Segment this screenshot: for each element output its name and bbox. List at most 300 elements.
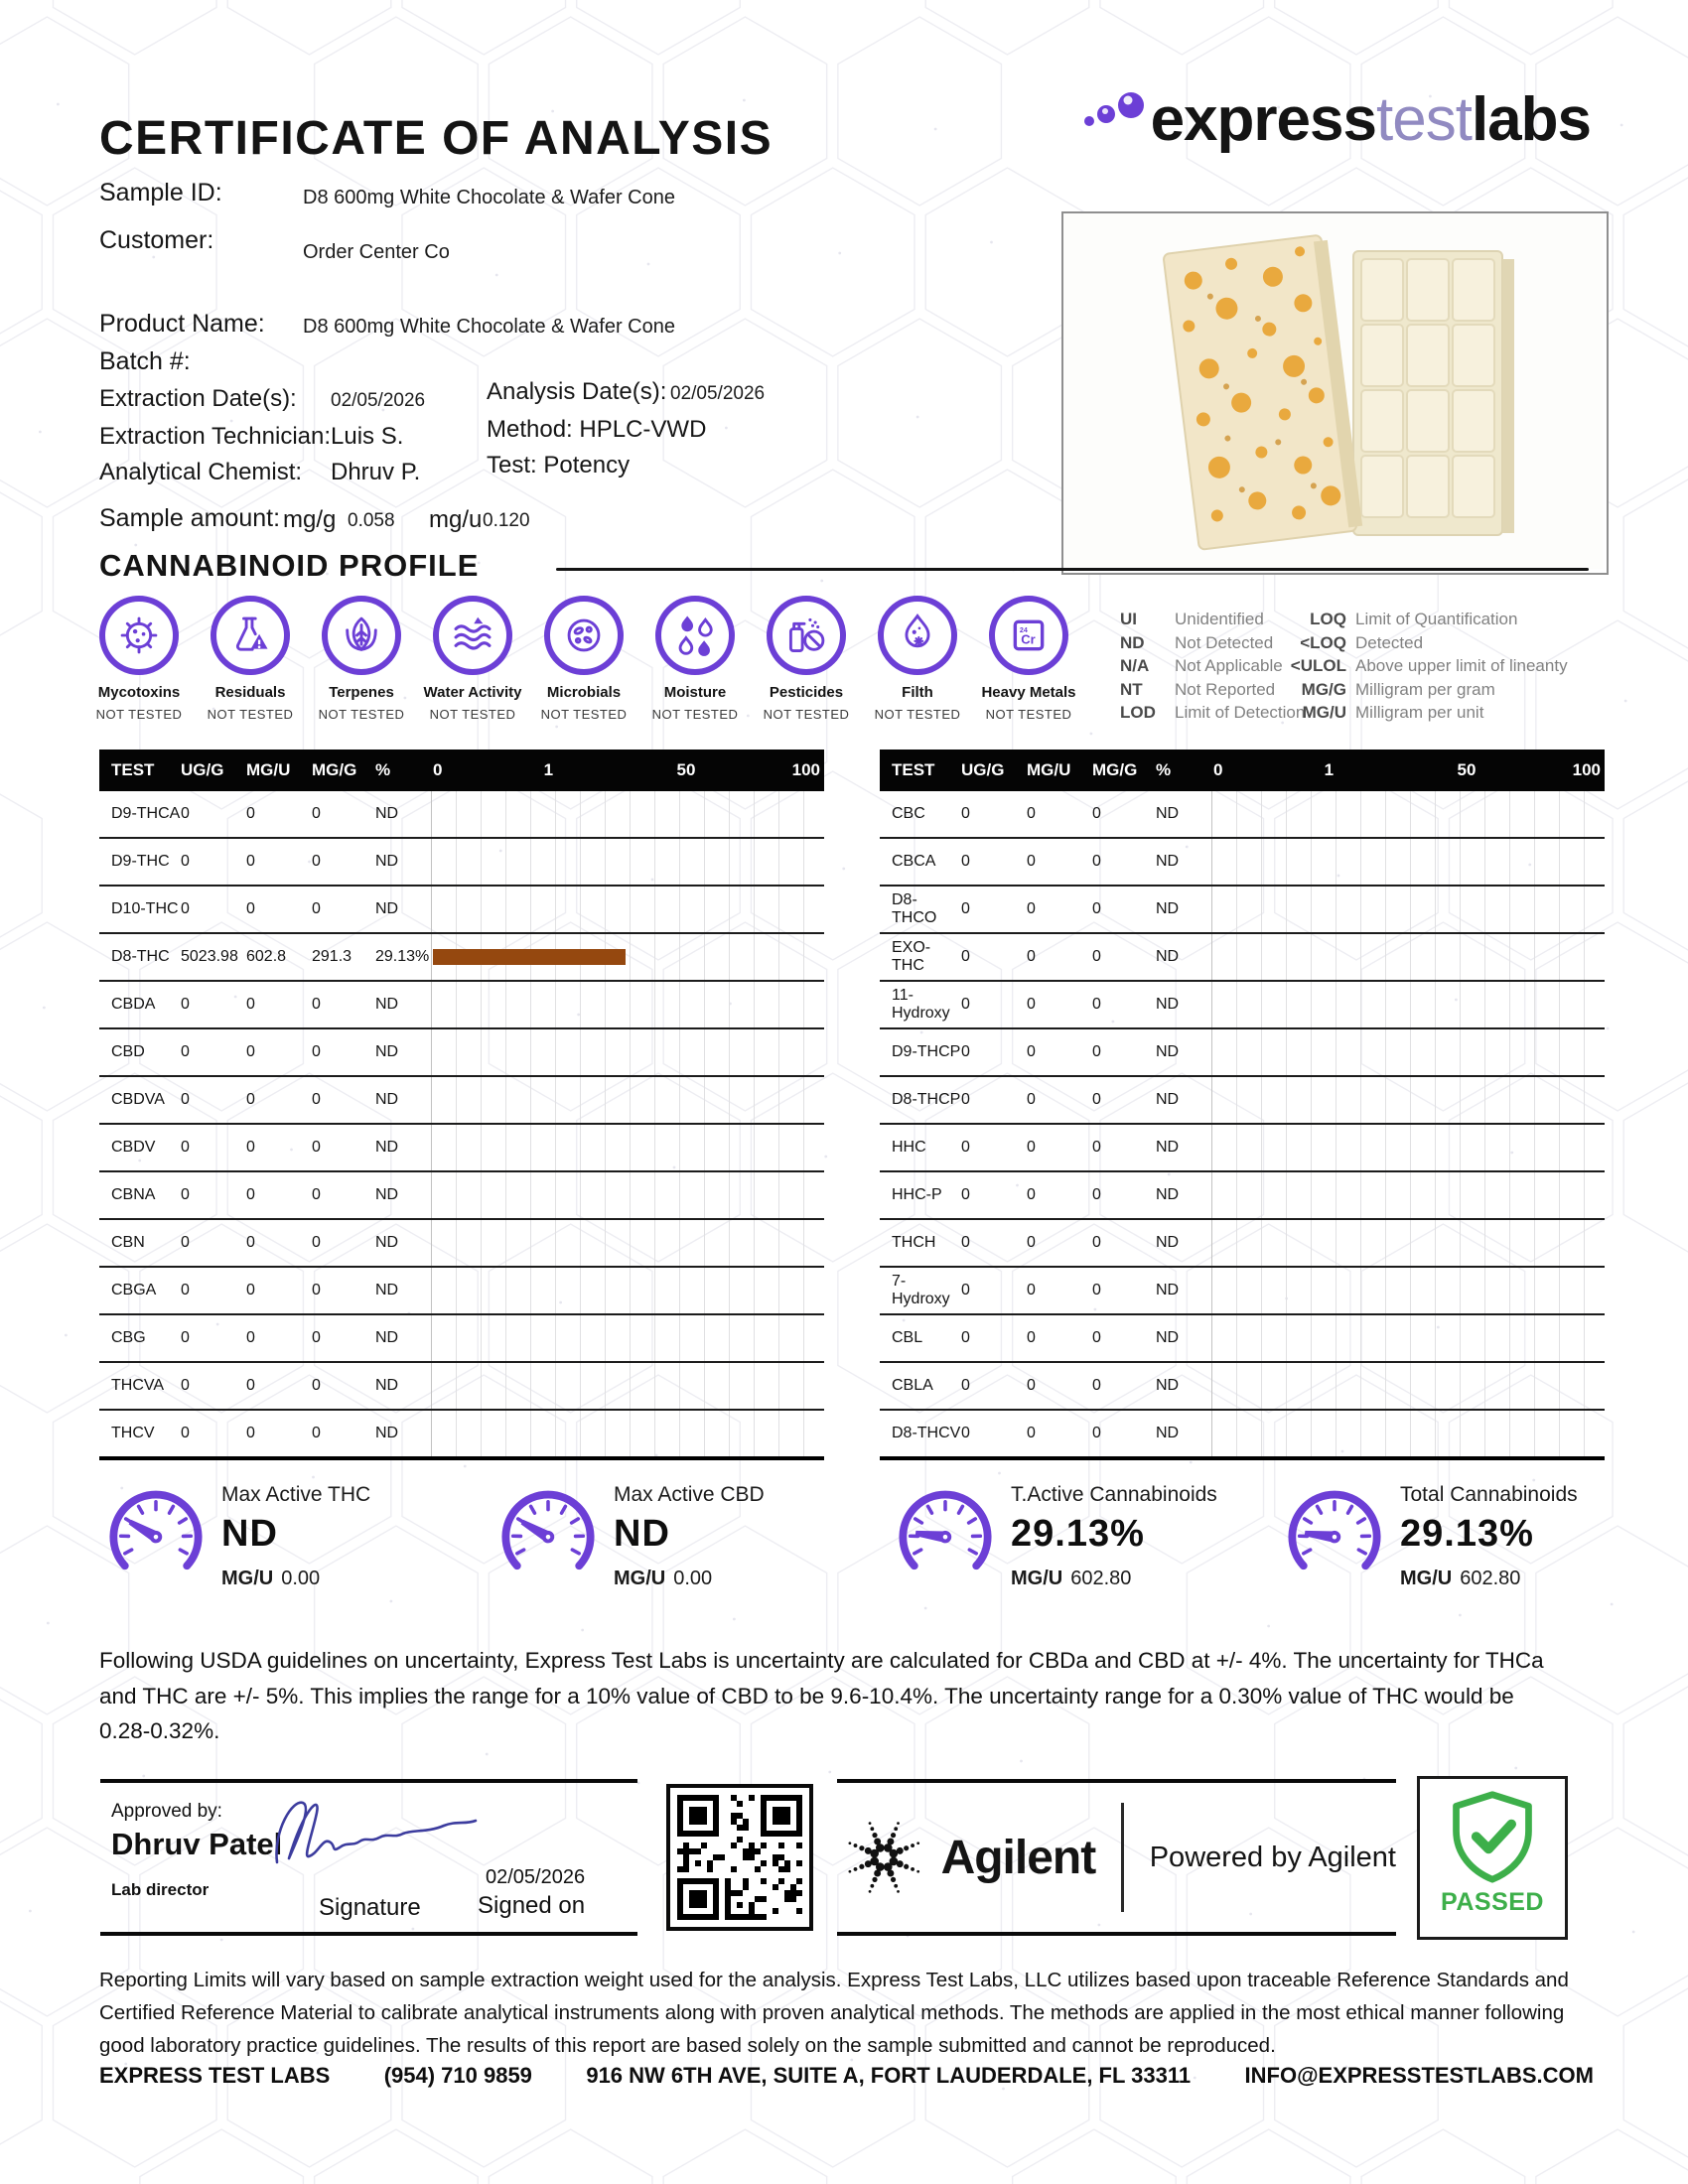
- cell-mgg: 0: [1092, 1377, 1101, 1394]
- scale-tick-1: 1: [543, 760, 554, 779]
- cell-pct: ND: [1156, 805, 1180, 822]
- cell-mgu: 0: [246, 996, 255, 1013]
- legend-row: [1120, 654, 1305, 678]
- logo-labs: labs: [1471, 85, 1591, 154]
- mgu-value: 0.120: [483, 510, 530, 531]
- cannabinoid-table-left: [99, 750, 824, 1460]
- gauge: [104, 1481, 370, 1590]
- agilent-starburst-icon: [841, 1806, 927, 1909]
- cell-test: EXO-THC: [892, 939, 931, 974]
- test-label: Test:: [487, 452, 537, 478]
- mgg-label: mg/g: [283, 506, 337, 533]
- col-mgg: MG/G: [1092, 760, 1138, 779]
- legend-abbr: N/A: [1120, 656, 1150, 675]
- cell-test: HHC-P: [892, 1186, 942, 1203]
- cell-chart: [1211, 1125, 1605, 1170]
- cell-mgu: 0: [246, 1282, 255, 1298]
- legend-desc: Milligram per gram: [1355, 679, 1495, 699]
- pesticides-icon: [767, 596, 846, 675]
- legend-row: [1283, 654, 1568, 678]
- table-row: [99, 1029, 824, 1077]
- extraction-technician-value: Luis S.: [331, 423, 404, 450]
- mgg-value: 0.058: [348, 510, 395, 531]
- badge-status: NOT TESTED: [985, 707, 1072, 722]
- col-mgu: MG/U: [246, 760, 291, 779]
- scale-tick-100: 100: [791, 760, 820, 779]
- scale-tick-0: 0: [433, 760, 443, 779]
- cell-pct: ND: [375, 996, 399, 1013]
- cell-mgu: 0: [1027, 1329, 1036, 1346]
- cell-chart: [431, 982, 824, 1027]
- cell-mgg: 0: [312, 1425, 321, 1441]
- scale-tick-100: 100: [1572, 760, 1601, 779]
- approver-name: Dhruv Patel: [111, 1827, 283, 1861]
- analytical-chemist-label: Analytical Chemist:: [99, 459, 303, 485]
- product-name-label: Product Name:: [99, 310, 265, 338]
- cell-mgu: 0: [246, 805, 255, 822]
- product-name-value: D8 600mg White Chocolate & Wafer Cone: [303, 316, 675, 338]
- cell-mgu: 0: [1027, 1234, 1036, 1251]
- scale-header: [1211, 750, 1605, 791]
- table-row: [880, 1029, 1605, 1077]
- legend-row: [1120, 608, 1305, 631]
- table-row: [880, 1172, 1605, 1220]
- cell-test: CBC: [892, 805, 925, 822]
- cell-chart: [1211, 1363, 1605, 1409]
- test-badges-row: [83, 596, 1084, 722]
- brand-logo-text: [1150, 85, 1591, 154]
- cell-pct: ND: [375, 1091, 399, 1108]
- cell-mgg: 0: [312, 1186, 321, 1203]
- table-row: [99, 1268, 824, 1315]
- cell-pct: 29.13%: [375, 948, 430, 965]
- gauge-text: [1400, 1481, 1578, 1590]
- terpenes-icon: [322, 596, 401, 675]
- cell-test: CBDVA: [111, 1091, 165, 1108]
- signed-date: 02/05/2026: [486, 1866, 586, 1888]
- cell-ugg: 0: [181, 1234, 190, 1251]
- cell-ugg: 0: [181, 996, 190, 1013]
- table-header: [99, 750, 824, 791]
- badge-status: NOT TESTED: [763, 707, 850, 722]
- cell-ugg: 0: [961, 1234, 970, 1251]
- section-title-cannabinoid-profile: CANNABINOID PROFILE: [99, 548, 480, 583]
- reporting-note: Reporting Limits will vary based on sample extraction weight used for the analysis. Express Test Labs, LLC utilizes based upon traceable Reference Standards and Certified Reference Material to calibrate analytical instruments along with proven analytical methods. The methods are applied in the most ethical manner following good laboratory practice guidelines. The results of this report are based solely on the sample submitted and cannot be reproduced.: [99, 1969, 1569, 2058]
- cell-mgu: 0: [246, 1234, 255, 1251]
- gauge-value: 29.13%: [1011, 1513, 1145, 1555]
- uncertainty-note: Following USDA guidelines on uncertainty, Express Test Labs is uncertainty are calculated for CBDa and CBD at +/- 4%. The uncertainty for THCa and THC are +/- 5%. This implies the range for a 10% value of CBD to be 9.6-10.4%. The uncertainty range for a 0.30% value of THC would be 0.28-0.32%.: [99, 1648, 1544, 1744]
- cell-test: D9-THCA: [111, 805, 181, 822]
- table-row: [99, 1125, 824, 1172]
- table-row: [99, 982, 824, 1029]
- extraction-date-value: 02/05/2026: [331, 390, 426, 411]
- cell-chart: [431, 887, 824, 932]
- gauge-unit-value: 602.80: [1460, 1568, 1521, 1589]
- scale-tick-0: 0: [1213, 760, 1223, 779]
- cell-test: CBCA: [892, 853, 936, 870]
- water-activity-icon: [433, 596, 512, 675]
- cell-chart: [1211, 839, 1605, 885]
- cell-pct: ND: [1156, 996, 1180, 1013]
- cell-ugg: 0: [961, 1186, 970, 1203]
- table-row: [880, 982, 1605, 1029]
- cell-ugg: 0: [961, 948, 970, 965]
- cell-ugg: 0: [961, 996, 970, 1013]
- cell-mgu: 0: [246, 1329, 255, 1346]
- cell-ugg: 0: [961, 1425, 970, 1441]
- table-row: [880, 887, 1605, 934]
- gauge-icon: [1283, 1481, 1386, 1584]
- qr-code: [666, 1784, 813, 1931]
- cell-test: HHC: [892, 1139, 926, 1156]
- badge-status: NOT TESTED: [540, 707, 628, 722]
- cell-mgg: 0: [312, 996, 321, 1013]
- shield-check-icon: [1445, 1789, 1540, 1884]
- cell-test: CBDA: [111, 996, 156, 1013]
- table-row: [99, 1315, 824, 1363]
- legend-row: [1283, 678, 1568, 702]
- cell-ugg: 0: [181, 1329, 190, 1346]
- logo-test: test: [1376, 85, 1472, 154]
- signed-on-label: Signed on: [478, 1892, 586, 1919]
- col-mgu: MG/U: [1027, 760, 1071, 779]
- badge-status: NOT TESTED: [95, 707, 183, 722]
- table-row: [99, 791, 824, 839]
- table-body-right: [880, 791, 1605, 1460]
- cell-chart: [431, 1029, 824, 1075]
- footer-contacts: [99, 2063, 1594, 2089]
- gauge-label: Total Cannabinoids: [1400, 1483, 1578, 1506]
- cell-mgu: 0: [1027, 1282, 1036, 1298]
- test-badge: [528, 596, 639, 722]
- cell-pct: ND: [375, 1425, 399, 1441]
- cell-mgu: 0: [246, 1043, 255, 1060]
- badge-status: NOT TESTED: [207, 707, 294, 722]
- gauge-unit: [1011, 1568, 1217, 1590]
- cell-test: CBNA: [111, 1186, 156, 1203]
- gauge-icon: [104, 1481, 208, 1584]
- cell-chart: [1211, 982, 1605, 1027]
- cell-pct: ND: [375, 805, 399, 822]
- cell-chart: [1211, 887, 1605, 932]
- cell-test: CBD: [111, 1043, 145, 1060]
- cell-pct: ND: [1156, 948, 1180, 965]
- cell-pct: ND: [1156, 1282, 1180, 1298]
- sample-id-value: D8 600mg White Chocolate & Wafer Cone: [303, 187, 675, 208]
- gauge-label: Max Active CBD: [614, 1483, 765, 1506]
- cell-test: CBN: [111, 1234, 145, 1251]
- cell-mgu: 0: [1027, 948, 1036, 965]
- badge-name: Water Activity: [423, 684, 522, 701]
- cell-mgu: 0: [1027, 900, 1036, 917]
- test-badge: [973, 596, 1084, 722]
- cell-chart: [1211, 1315, 1605, 1361]
- legend-abbr: MG/G: [1301, 679, 1346, 699]
- footer-email: INFO@EXPRESSTESTLABS.COM: [1244, 2063, 1594, 2088]
- cell-mgg: 0: [1092, 1425, 1101, 1441]
- cell-test: CBGA: [111, 1282, 157, 1298]
- cell-pct: ND: [1156, 1043, 1180, 1060]
- gauge-unit: [221, 1568, 370, 1590]
- cell-ugg: 0: [181, 1186, 190, 1203]
- cell-test: CBDV: [111, 1139, 156, 1156]
- legend-abbr: <ULOL: [1290, 656, 1346, 675]
- legend-desc: Detected: [1355, 632, 1424, 652]
- cell-mgg: 0: [312, 1091, 321, 1108]
- col-test: TEST: [111, 760, 155, 779]
- cell-test: D9-THC: [111, 853, 170, 870]
- gauge: [894, 1481, 1217, 1590]
- cell-mgg: 0: [312, 853, 321, 870]
- legend-desc: Not Applicable: [1175, 656, 1283, 675]
- badge-name: Terpenes: [329, 684, 394, 701]
- legend-desc: Milligram per unit: [1355, 703, 1484, 722]
- scale-tick-50: 50: [676, 760, 696, 779]
- cell-test: D8-THC: [111, 948, 170, 965]
- cell-mgu: 0: [1027, 1377, 1036, 1394]
- cell-chart: [1211, 1411, 1605, 1456]
- legend-row: [1283, 701, 1568, 725]
- cell-chart: [431, 1077, 824, 1123]
- cell-ugg: 0: [181, 1091, 190, 1108]
- cell-mgu: 0: [246, 1091, 255, 1108]
- cell-mgu: 0: [1027, 805, 1036, 822]
- cell-chart: [1211, 1268, 1605, 1313]
- gauge-unit-value: 602.80: [1070, 1568, 1132, 1589]
- cell-mgu: 0: [246, 1377, 255, 1394]
- table-row: [880, 1220, 1605, 1268]
- cell-test: THCH: [892, 1234, 936, 1251]
- badge-name: Moisture: [663, 684, 727, 701]
- cell-ugg: 0: [961, 1282, 970, 1298]
- cell-chart: [1211, 1172, 1605, 1218]
- legend-column-2: [1283, 608, 1568, 725]
- cell-pct: ND: [1156, 1329, 1180, 1346]
- cell-ugg: 0: [961, 853, 970, 870]
- gauge-label: Max Active THC: [221, 1483, 371, 1506]
- legend-abbr: LOQ: [1310, 610, 1346, 628]
- cell-mgg: 0: [1092, 1043, 1101, 1060]
- white-chocolate-bar: [1353, 251, 1514, 535]
- cell-test: D9-THCP: [892, 1043, 961, 1060]
- gauge-text: [614, 1481, 765, 1590]
- cell-pct: ND: [375, 1282, 399, 1298]
- cell-ugg: 0: [181, 853, 190, 870]
- cell-test: 7-Hydroxy: [892, 1273, 950, 1307]
- moisture-icon: [655, 596, 735, 675]
- cell-mgg: 0: [1092, 1282, 1101, 1298]
- test-value: Potency: [543, 452, 631, 478]
- cell-chart: [1211, 791, 1605, 837]
- analysis-date-label: Analysis Date(s):: [487, 378, 667, 405]
- signature-label: Signature: [319, 1894, 421, 1921]
- test-badge: [195, 596, 306, 722]
- cell-mgg: 0: [312, 1139, 321, 1156]
- cell-pct: ND: [375, 853, 399, 870]
- legend-row: [1120, 678, 1305, 702]
- table-row: [880, 1363, 1605, 1411]
- cell-mgg: 0: [1092, 1186, 1101, 1203]
- cell-mgg: 0: [312, 805, 321, 822]
- cell-ugg: 0: [961, 805, 970, 822]
- table-header: [880, 750, 1605, 791]
- cell-chart: [1211, 934, 1605, 980]
- gauge-value: ND: [221, 1513, 278, 1555]
- legend-abbr: MG/U: [1302, 703, 1346, 722]
- extraction-technician-label: Extraction Technician:: [99, 423, 332, 450]
- cell-ugg: 0: [181, 1425, 190, 1441]
- cell-pct: ND: [1156, 853, 1180, 870]
- table-row: [99, 934, 824, 982]
- cell-mgg: 291.3: [312, 948, 352, 965]
- gauge-unit-label: MG/U: [614, 1568, 666, 1589]
- cell-mgg: 0: [1092, 1329, 1101, 1346]
- cell-pct: ND: [375, 1234, 399, 1251]
- method-value: HPLC-VWD: [579, 416, 707, 443]
- gauge-text: [1011, 1481, 1217, 1590]
- badge-name: Pesticides: [769, 684, 844, 701]
- signature-image: [259, 1785, 497, 1884]
- cell-mgu: 0: [246, 1139, 255, 1156]
- table-row: [99, 839, 824, 887]
- footer-address: 916 NW 6TH AVE, SUITE A, FORT LAUDERDALE, FL 33311: [586, 2063, 1192, 2088]
- gauge-icon: [894, 1481, 997, 1584]
- cell-pct: ND: [375, 1043, 399, 1060]
- test-badge: [862, 596, 973, 722]
- badge-status: NOT TESTED: [429, 707, 516, 722]
- cell-mgu: 0: [1027, 1186, 1036, 1203]
- legend-desc: Not Reported: [1175, 679, 1276, 699]
- cell-pct: ND: [375, 1139, 399, 1156]
- legend-abbr: <LOQ: [1300, 632, 1346, 652]
- mycotoxins-icon: [99, 596, 179, 675]
- badge-status: NOT TESTED: [874, 707, 961, 722]
- mgu-label: mg/u: [429, 506, 483, 533]
- test-badge: [751, 596, 862, 722]
- sample-id-label: Sample ID:: [99, 179, 222, 206]
- batch-label: Batch #:: [99, 347, 191, 375]
- cell-ugg: 0: [181, 1043, 190, 1060]
- gauge-icon: [496, 1481, 600, 1584]
- col-test: TEST: [892, 760, 935, 779]
- cell-ugg: 0: [961, 1139, 970, 1156]
- cell-ugg: 0: [961, 900, 970, 917]
- cell-test: D8-THCP: [892, 1091, 961, 1108]
- cell-pct: ND: [1156, 900, 1180, 917]
- customer-label: Customer:: [99, 226, 214, 254]
- analytical-chemist-value: Dhruv P.: [331, 459, 421, 485]
- col-pct: %: [375, 760, 391, 779]
- cell-pct: ND: [1156, 1186, 1180, 1203]
- gauge-value: ND: [614, 1513, 670, 1555]
- cell-mgg: 0: [1092, 996, 1101, 1013]
- footer-phone: (954) 710 9859: [383, 2063, 532, 2088]
- badge-status: NOT TESTED: [318, 707, 405, 722]
- legend-row: [1120, 701, 1305, 725]
- legend-abbr: ND: [1120, 632, 1145, 652]
- svg-text:Cr: Cr: [1021, 631, 1036, 647]
- cell-mgu: 0: [246, 1425, 255, 1441]
- table-row: [99, 1220, 824, 1268]
- cell-pct: ND: [1156, 1139, 1180, 1156]
- col-pct: %: [1156, 760, 1172, 779]
- cell-pct: ND: [375, 900, 399, 917]
- table-row: [880, 791, 1605, 839]
- table-row: [99, 1077, 824, 1125]
- legend-desc: Above upper limit of lineanty: [1355, 656, 1568, 675]
- gauge-value: 29.13%: [1400, 1513, 1534, 1555]
- cell-chart: [1211, 1220, 1605, 1266]
- cell-chart: [431, 791, 824, 837]
- cell-pct: ND: [1156, 1377, 1180, 1394]
- analysis-date-value: 02/05/2026: [670, 383, 766, 404]
- cell-pct: ND: [375, 1186, 399, 1203]
- gauge-unit-value: 0.00: [673, 1568, 713, 1589]
- cell-mgg: 0: [312, 900, 321, 917]
- heavy-metals-icon: [989, 596, 1068, 675]
- gauge: [1283, 1481, 1578, 1590]
- cell-mgg: 0: [312, 1329, 321, 1346]
- cell-chart: [431, 934, 824, 980]
- cell-mgg: 0: [312, 1234, 321, 1251]
- legend-desc: Limit of Quantification: [1355, 610, 1518, 628]
- badge-name: Filth: [902, 684, 933, 701]
- table-row: [880, 1268, 1605, 1315]
- logo-express: express: [1150, 85, 1376, 154]
- passed-badge: [1417, 1776, 1568, 1940]
- cell-ugg: 0: [181, 900, 190, 917]
- badge-name: Residuals: [214, 684, 286, 701]
- test-badge: [83, 596, 195, 722]
- gauge-text: [221, 1481, 370, 1590]
- gauge-label: T.Active Cannabinoids: [1011, 1483, 1217, 1506]
- value-bar: [433, 949, 626, 965]
- cell-ugg: 0: [961, 1377, 970, 1394]
- cell-pct: ND: [1156, 1425, 1180, 1441]
- cell-test: D10-THC: [111, 900, 179, 917]
- table-body-left: [99, 791, 824, 1460]
- cell-mgu: 0: [1027, 1043, 1036, 1060]
- cell-chart: [431, 839, 824, 885]
- cell-mgg: 0: [1092, 1139, 1101, 1156]
- badge-name: Heavy Metals: [981, 684, 1076, 701]
- table-row: [99, 1411, 824, 1460]
- agilent-section: [837, 1779, 1396, 1936]
- cell-ugg: 0: [181, 1377, 190, 1394]
- footer-company: EXPRESS TEST LABS: [99, 2063, 331, 2088]
- cell-test: THCVA: [111, 1377, 165, 1394]
- gauge-unit-label: MG/U: [1400, 1568, 1453, 1589]
- cell-mgg: 0: [1092, 1234, 1101, 1251]
- table-row: [880, 839, 1605, 887]
- cell-mgg: 0: [1092, 853, 1101, 870]
- passed-label: PASSED: [1441, 1888, 1544, 1916]
- cell-chart: [431, 1125, 824, 1170]
- legend-row: [1283, 608, 1568, 631]
- cell-pct: ND: [375, 1329, 399, 1346]
- cell-ugg: 0: [961, 1043, 970, 1060]
- cell-mgg: 0: [312, 1043, 321, 1060]
- cell-mgu: 0: [246, 853, 255, 870]
- cell-mgu: 602.8: [246, 948, 287, 965]
- gauge-unit-value: 0.00: [281, 1568, 321, 1589]
- cell-mgu: 0: [1027, 996, 1036, 1013]
- logo-bubbles-icon: [1077, 87, 1151, 151]
- cell-mgu: 0: [1027, 853, 1036, 870]
- cell-test: CBG: [111, 1329, 146, 1346]
- legend-abbr: NT: [1120, 679, 1143, 699]
- legend-abbr: LOD: [1120, 703, 1156, 722]
